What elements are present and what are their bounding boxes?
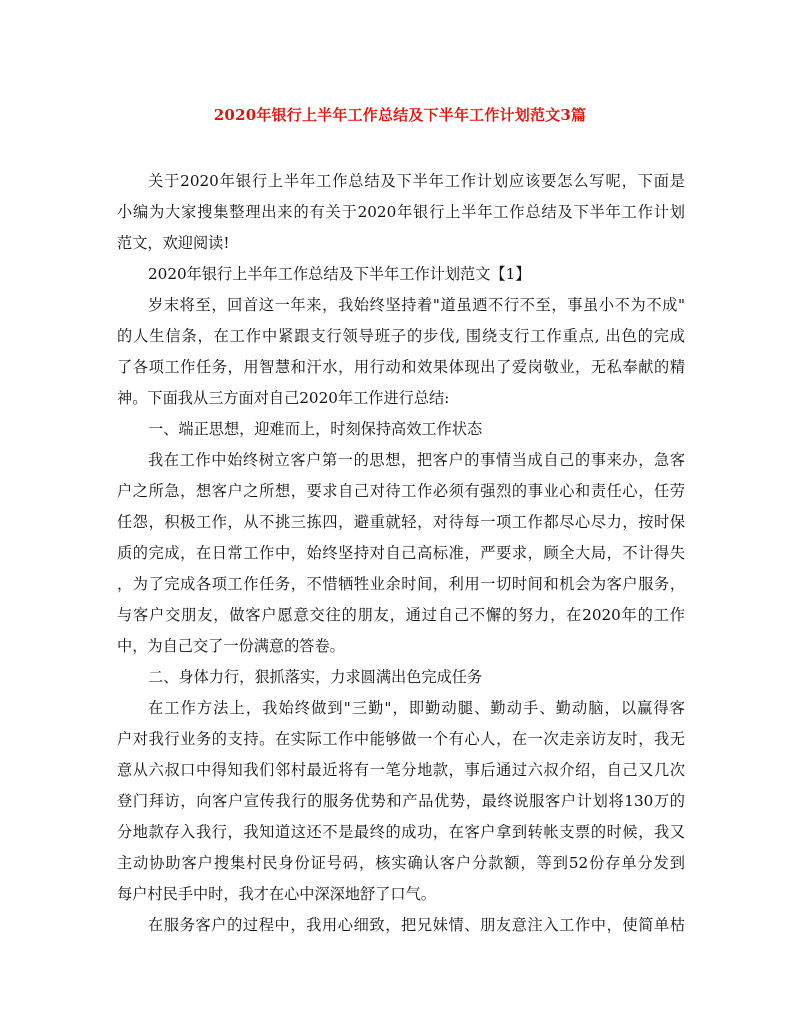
paragraph-line: 中，为自己交了一份满意的答卷。 — [117, 637, 345, 655]
paragraph-line: 户对我行业务的支持。在实际工作中能够做一个有心人，在一次走亲访友时，我无 — [117, 730, 685, 748]
paragraph-line: 登门拜访，向客户宣传我行的服务优势和产品优势，最终说服客户计划将130万的 — [117, 792, 685, 810]
paragraph-line: 的人生信条，在工作中紧跟支行领导班子的步伐, 围绕支行工作重点, 出色的完成 — [117, 327, 685, 345]
paragraph-line: 主动协助客户搜集村民身份证号码，核实确认客户分款额，等到52份存单分发到 — [117, 854, 685, 872]
paragraph-line: 分地款存入我行，我知道这还不是最终的成功，在客户拿到转帐支票的时候，我又 — [117, 823, 685, 841]
paragraph-line: 在工作方法上，我始终做到"三勤"，即勤动腿、勤动手、勤动脑，以赢得客 — [148, 699, 685, 717]
paragraph-line: 质的完成，在日常工作中，始终坚持对自己高标准，严要求，顾全大局，不计得失 — [117, 544, 685, 562]
document-body — [117, 166, 685, 941]
document-title: 2020年银行上半年工作总结及下半年工作计划范文3篇 — [213, 106, 587, 124]
paragraph-line: 范文，欢迎阅读! — [117, 234, 230, 252]
paragraph-line: 小编为大家搜集整理出来的有关于2020年银行上半年工作总结及下半年工作计划 — [117, 203, 685, 221]
paragraph-line: 关于2020年银行上半年工作总结及下半年工作计划应该要怎么写呢，下面是 — [148, 172, 685, 190]
paragraph-line: 岁末将至，回首这一年来，我始终坚持着"道虽迺不行不至，事虽小不为不成" — [148, 296, 685, 314]
paragraph-line: 每户村民手中时，我才在心中深深地舒了口气。 — [117, 885, 436, 903]
paragraph-line: 意从六叔口中得知我们邻村最近将有一笔分地款，事后通过六叔介绍，自己又几次 — [117, 761, 685, 779]
paragraph-line: 神。下面我从三方面对自己2020年工作进行总结: — [117, 389, 450, 407]
paragraph-line: 在服务客户的过程中，我用心细致，把兄妹情、朋友意注入工作中，使简单枯 — [148, 916, 685, 934]
paragraph-line: 我在工作中始终树立客户第一的思想，把客户的事情当成自己的事来办，急客 — [148, 451, 685, 469]
subsection-heading: 一、端正思想，迎难而上，时刻保持高效工作状态 — [148, 420, 483, 438]
paragraph-line: ，为了完成各项工作任务，不惜牺牲业余时间，利用一切时间和机会为客户服务， — [117, 575, 685, 593]
paragraph-line: 了各项工作任务，用智慧和汗水，用行动和效果体现出了爱岗敬业，无私奉献的精 — [117, 358, 685, 376]
section-heading: 2020年银行上半年工作总结及下半年工作计划范文【1】 — [148, 265, 531, 283]
paragraph-line: 户之所急，想客户之所想，要求自己对待工作必须有强烈的事业心和责任心，任劳 — [117, 482, 685, 500]
paragraph-line: 与客户交朋友，做客户愿意交往的朋友，通过自己不懈的努力，在2020年的工作 — [117, 606, 685, 624]
paragraph-line: 任怨，积极工作，从不挑三拣四，避重就轻，对待每一项工作都尽心尽力，按时保 — [117, 513, 685, 531]
subsection-heading: 二、身体力行，狠抓落实，力求圆满出色完成任务 — [148, 668, 483, 686]
